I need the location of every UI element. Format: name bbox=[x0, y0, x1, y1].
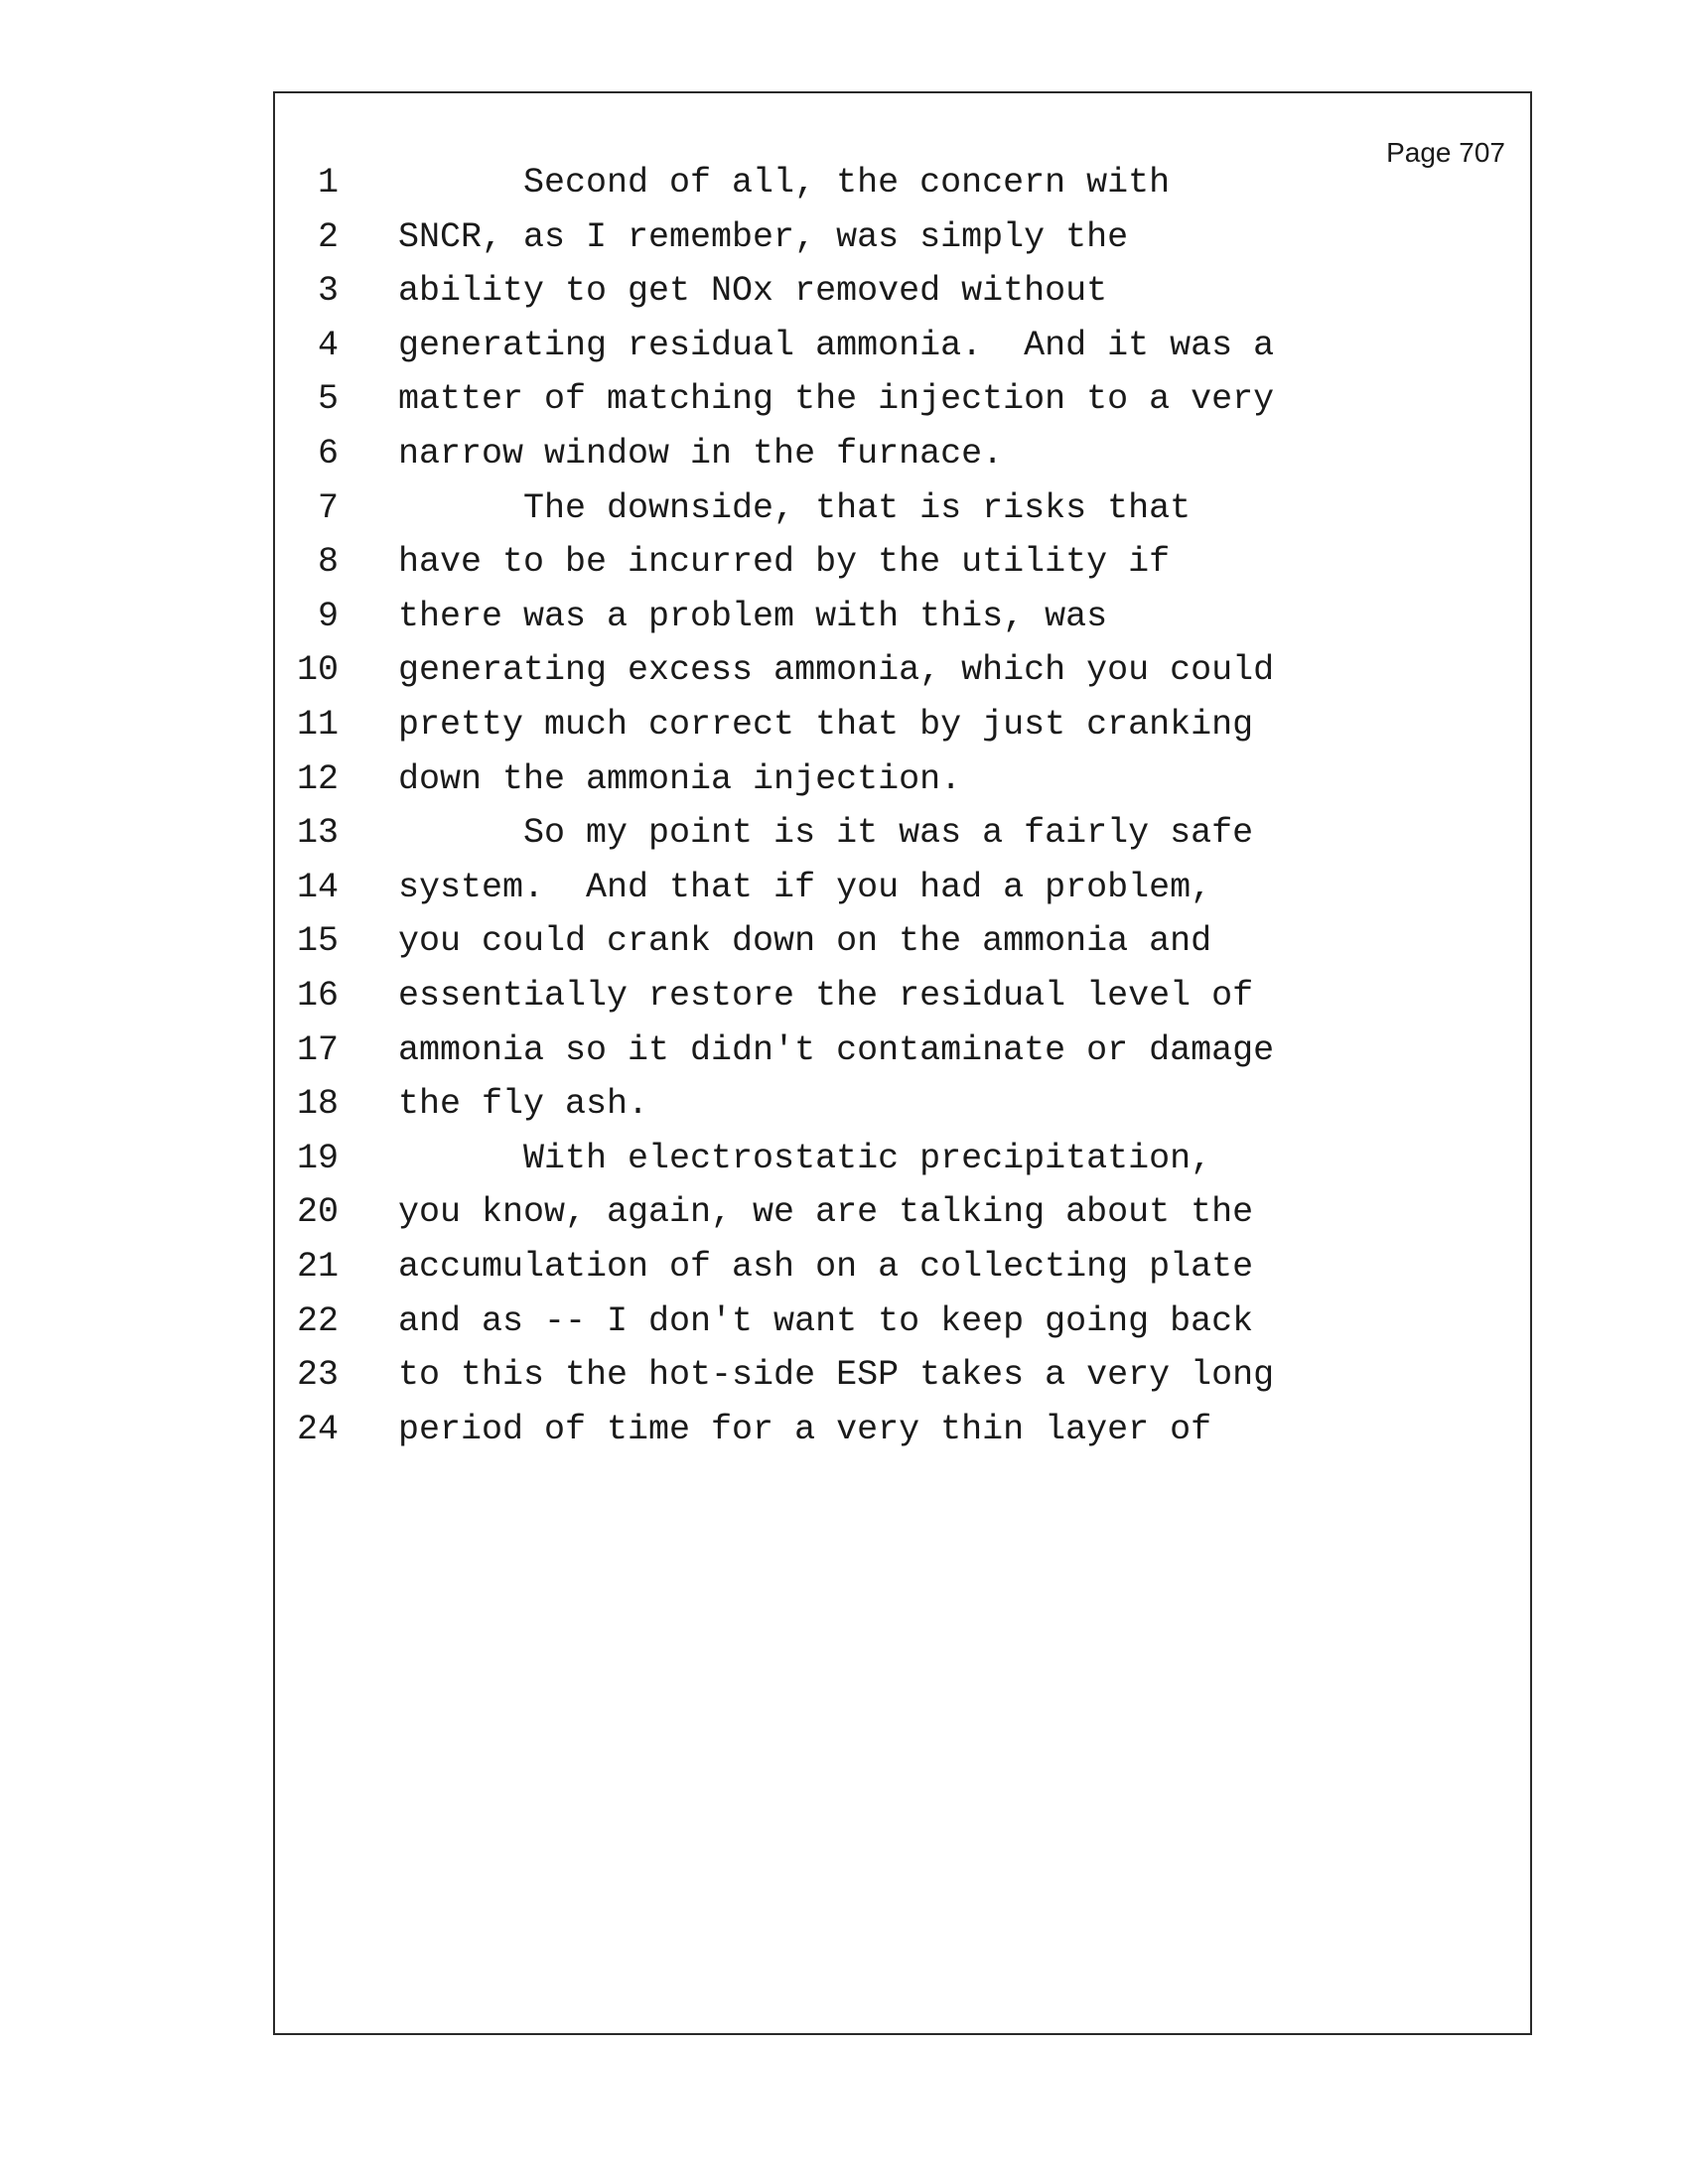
line-number: 22 bbox=[296, 1300, 339, 1341]
transcript-line bbox=[275, 1410, 1530, 1485]
line-text: to this the hot-side ESP takes a very long bbox=[398, 1355, 1275, 1396]
line-text: and as -- I don't want to keep going back bbox=[398, 1300, 1254, 1341]
line-text: pretty much correct that by just cranking bbox=[398, 705, 1254, 745]
page-number: Page 707 bbox=[1386, 137, 1505, 168]
line-text: there was a problem with this, was bbox=[398, 596, 1108, 636]
line-text: generating residual ammonia. And it was a bbox=[398, 325, 1275, 365]
line-text: The downside, that is risks that bbox=[398, 487, 1192, 528]
line-number: 5 bbox=[317, 379, 339, 420]
line-text: period of time for a very thin layer of bbox=[398, 1409, 1212, 1449]
line-number: 8 bbox=[317, 542, 339, 583]
line-text: generating excess ammonia, which you could bbox=[398, 650, 1275, 691]
line-number: 6 bbox=[317, 434, 339, 474]
line-text: narrow window in the furnace. bbox=[398, 434, 1004, 474]
line-text: down the ammonia injection. bbox=[398, 758, 962, 799]
line-number: 3 bbox=[317, 271, 339, 312]
transcript-body bbox=[275, 93, 1530, 2033]
line-number: 16 bbox=[296, 976, 339, 1016]
line-number: 13 bbox=[296, 813, 339, 854]
line-number: 11 bbox=[296, 705, 339, 745]
transcript-page bbox=[273, 91, 1532, 2035]
line-number: 14 bbox=[296, 867, 339, 907]
line-number: 2 bbox=[317, 216, 339, 257]
line-text: accumulation of ash on a collecting plate bbox=[398, 1247, 1254, 1287]
line-text: matter of matching the injection to a very bbox=[398, 379, 1275, 420]
line-number: 20 bbox=[296, 1192, 339, 1233]
line-number: 24 bbox=[296, 1409, 339, 1449]
line-text: With electrostatic precipitation, bbox=[398, 1138, 1212, 1178]
line-number: 19 bbox=[296, 1138, 339, 1178]
line-number: 15 bbox=[296, 921, 339, 962]
line-number: 21 bbox=[296, 1247, 339, 1287]
line-number: 4 bbox=[317, 325, 339, 365]
line-number: 7 bbox=[317, 487, 339, 528]
line-text: SNCR, as I remember, was simply the bbox=[398, 216, 1129, 257]
line-text: have to be incurred by the utility if bbox=[398, 542, 1171, 583]
line-text: the fly ash. bbox=[398, 1084, 649, 1125]
line-text: essentially restore the residual level of bbox=[398, 976, 1254, 1016]
line-number: 10 bbox=[296, 650, 339, 691]
line-text: you could crank down on the ammonia and bbox=[398, 921, 1212, 962]
line-text: Second of all, the concern with bbox=[398, 163, 1171, 203]
line-number: 23 bbox=[296, 1355, 339, 1396]
line-number: 9 bbox=[317, 596, 339, 636]
line-number: 17 bbox=[296, 1029, 339, 1070]
line-text: So my point is it was a fairly safe bbox=[398, 813, 1254, 854]
line-number: 12 bbox=[296, 758, 339, 799]
line-number: 1 bbox=[317, 163, 339, 203]
line-text: you know, again, we are talking about the bbox=[398, 1192, 1254, 1233]
line-text: ability to get NOx removed without bbox=[398, 271, 1108, 312]
line-text: ammonia so it didn't contaminate or damage bbox=[398, 1029, 1275, 1070]
line-text: system. And that if you had a problem, bbox=[398, 867, 1212, 907]
line-number: 18 bbox=[296, 1084, 339, 1125]
